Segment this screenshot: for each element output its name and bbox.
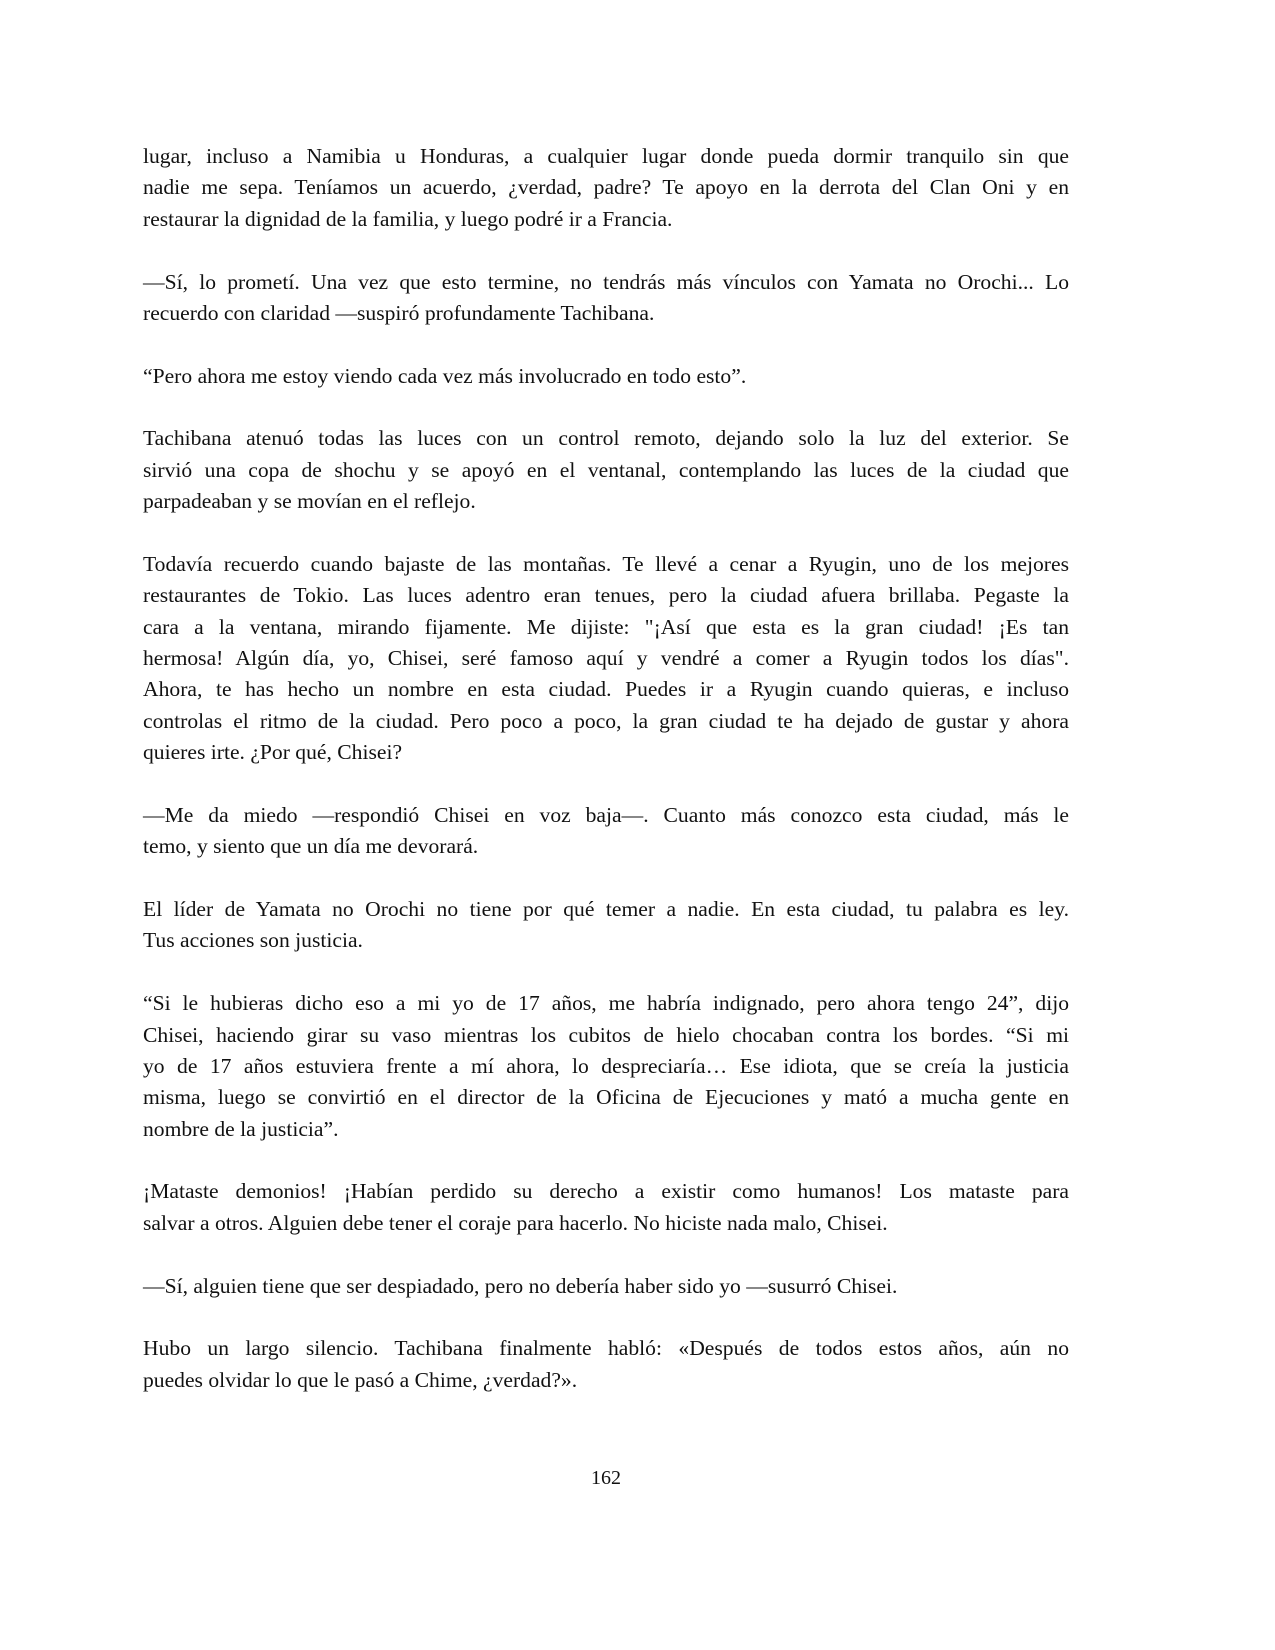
paragraph bbox=[143, 988, 1069, 1145]
text-line: yo de 17 años estuviera frente a mí ahora, lo despreciaría… Ese idiota, que se creía la justicia bbox=[143, 1053, 1069, 1078]
text-line: restaurar la dignidad de la familia, y luego podré ir a Francia. bbox=[143, 206, 673, 231]
text-line: salvar a otros. Alguien debe tener el coraje para hacerlo. No hiciste nada malo, Chisei. bbox=[143, 1210, 888, 1235]
paragraph bbox=[143, 549, 1069, 769]
text-line: “Pero ahora me estoy viendo cada vez más involucrado en todo esto”. bbox=[143, 363, 747, 388]
text-line: El líder de Yamata no Orochi no tiene por qué temer a nadie. En esta ciudad, tu palabra es ley. bbox=[143, 897, 1069, 921]
body-text bbox=[143, 141, 1069, 1427]
paragraph bbox=[143, 800, 1069, 863]
text-line: nadie me sepa. Teníamos un acuerdo, ¿verdad, padre? Te apoyo en la derrota del Clan Oni y en bbox=[143, 175, 1069, 200]
text-line: Hubo un largo silencio. Tachibana finalmente habló: «Después de todos estos años, aún no bbox=[143, 1336, 1069, 1361]
paragraph bbox=[143, 894, 1069, 957]
text-line: parpadeaban y se movían en el reflejo. bbox=[143, 489, 476, 514]
text-line: quieres irte. ¿Por qué, Chisei? bbox=[143, 740, 403, 765]
text-line: temo, y siento que un día me devorará. bbox=[143, 834, 479, 859]
paragraph bbox=[143, 423, 1069, 517]
page-number: 162 bbox=[591, 1467, 621, 1489]
paragraph bbox=[143, 1271, 1069, 1302]
text-line: puedes olvidar lo que le pasó a Chime, ¿verdad?». bbox=[143, 1367, 578, 1392]
text-line: controlas el ritmo de la ciudad. Pero poco a poco, la gran ciudad te ha dejado de gustar y ahora bbox=[143, 708, 1069, 733]
text-line: ¡Mataste demonios! ¡Habían perdido su derecho a existir como humanos! Los mataste para bbox=[143, 1179, 1069, 1204]
text-line: Ahora, te has hecho un nombre en esta ciudad. Puedes ir a Ryugin cuando quieras, e incluso bbox=[143, 677, 1069, 702]
text-line: —Sí, alguien tiene que ser despiadado, pero no debería haber sido yo —susurró Chisei. bbox=[143, 1273, 898, 1298]
text-line: Tus acciones son justicia. bbox=[143, 928, 363, 953]
text-line: sirvió una copa de shochu y se apoyó en el ventanal, contemplando las luces de la ciudad que bbox=[143, 457, 1069, 482]
paragraph bbox=[143, 1176, 1069, 1239]
paragraph bbox=[143, 141, 1069, 235]
text-line: recuerdo con claridad —suspiró profundamente Tachibana. bbox=[143, 300, 655, 325]
text-line: lugar, incluso a Namibia u Honduras, a cualquier lugar donde pueda dormir tranquilo sin que bbox=[143, 144, 1069, 168]
text-line: Chisei, haciendo girar su vaso mientras los cubitos de hielo chocaban contra los bordes. “Si mi bbox=[143, 1022, 1069, 1047]
text-line: “Si le hubieras dicho eso a mi yo de 17 años, me habría indignado, pero ahora tengo 24”, dijo bbox=[143, 991, 1069, 1016]
text-line: misma, luego se convirtió en el director de la Oficina de Ejecuciones y mató a mucha gente en bbox=[143, 1085, 1069, 1110]
text-line: —Me da miedo —respondió Chisei en voz baja—. Cuanto más conozco esta ciudad, más le bbox=[143, 802, 1069, 827]
paragraph bbox=[143, 361, 1069, 392]
text-line: restaurantes de Tokio. Las luces adentro eran tenues, pero la ciudad afuera brillaba. Pegaste la bbox=[143, 583, 1069, 608]
text-line: Todavía recuerdo cuando bajaste de las montañas. Te llevé a cenar a Ryugin, uno de los mejores bbox=[143, 551, 1069, 576]
text-line: Tachibana atenuó todas las luces con un control remoto, dejando solo la luz del exterior. Se bbox=[143, 426, 1069, 451]
text-line: —Sí, lo prometí. Una vez que esto termine, no tendrás más vínculos con Yamata no Orochi... Lo bbox=[143, 269, 1069, 294]
text-line: nombre de la justicia”. bbox=[143, 1116, 339, 1141]
paragraph bbox=[143, 1333, 1069, 1396]
text-line: cara a la ventana, mirando fijamente. Me dijiste: "¡Así que esta es la gran ciudad! ¡Es tan bbox=[143, 614, 1069, 639]
paragraph bbox=[143, 267, 1069, 330]
text-line: hermosa! Algún día, yo, Chisei, seré famoso aquí y vendré a comer a Ryugin todos los días". bbox=[143, 646, 1069, 670]
